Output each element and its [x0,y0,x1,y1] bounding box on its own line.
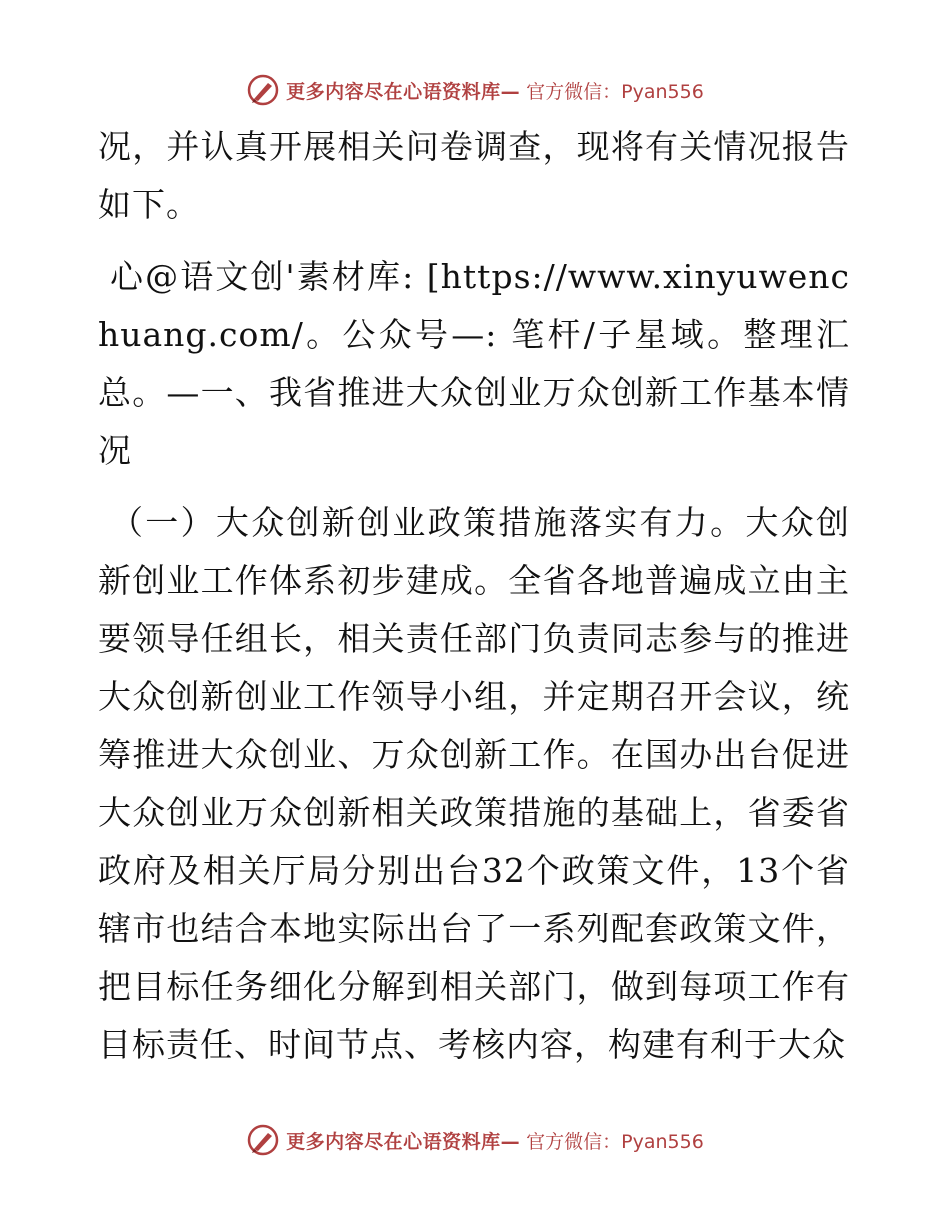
footer-banner [0,1120,950,1160]
pen-logo-icon [246,1123,280,1157]
footer-wechat-label: 官方微信：Pyan556 [526,1130,704,1153]
header-banner-text: 更多内容尽在心语资料库— [286,80,521,103]
header-wechat-label: 官方微信：Pyan556 [526,80,704,103]
footer-banner-text: 更多内容尽在心语资料库— [286,1130,521,1153]
paragraph-3: （一）大众创新创业政策措施落实有力。大众创新创业工作体系初步建成。全省各地普遍成立由主要领导任组长，相关责任部门负责同志参与的推进大众创新创业工作领导小组，并定期召开会议，统筹推进大众创业、万众创新工作。在国办出台促进大众创业万众创新相关政策措施的基础上，省委省政府及相关厅局分别出台32个政策文件，13个省辖市也结合本地实际出台了一系列配套政策文件，把目标任务细化分解到相关部门，做到每项工作有目标责任、时间节点、考核内容，构建有利于大众 [98,503,850,1064]
document-body [98,118,850,1074]
paragraph-1: 况，并认真开展相关问卷调查，现将有关情况报告如下。 [98,127,850,224]
header-banner [0,70,950,110]
pen-logo-icon [246,73,280,107]
paragraph-2: 心@语文创'素材库: [https://www.xinyuwenchuang.com/。公众号—: 笔杆/子星域。整理汇总。—一、我省推进大众创业万众创新工作基本情况 [98,257,850,470]
